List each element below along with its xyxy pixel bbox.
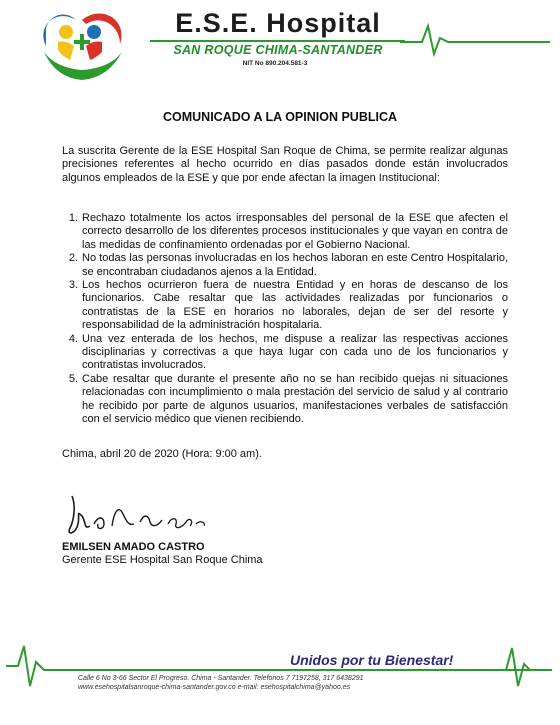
footer-slogan: Unidos por tu Bienestar! (290, 652, 454, 668)
list-item-number: 2. (68, 252, 78, 265)
hospital-subtitle: SAN ROQUE CHIMA-SANTANDER (173, 43, 383, 57)
signer-name: EMILSEN AMADO CASTRO (62, 541, 205, 553)
intro-paragraph: La suscrita Gerente de la ESE Hospital San Roque de Chima, se permite realizar algunas precisiones referentes al hecho ocurrido en días pasados donde están involucrados algunos empleados de la ESE y que por ende afectan la imagen Institucional: (62, 145, 508, 184)
date-line: Chima, abril 20 de 2020 (Hora: 9:00 am). (62, 448, 262, 460)
list-item-text: Rechazo totalmente los actos irresponsables del personal de la ESE que afecten el correcto desarrollo de los diferentes procesos institucionales y que vayan en contra de las medidas de confinamiento ordenadas por el Gobierno Nacional. (82, 212, 508, 251)
header-rule (150, 40, 405, 42)
list-item-text: Los hechos ocurrieron fuera de nuestra Entidad y en horas de descanso de los funcionarios. Cabe resaltar que las actividades realizadas por funcionarios o contratistas de la ESE en horarios no laborales, dejan de ser del resorte y responsabilidad de la administración hospitalaria. (82, 279, 508, 332)
heartbeat-line-icon (400, 18, 550, 58)
list-item-number: 4. (68, 332, 78, 345)
list-item-number: 5. (68, 372, 78, 385)
points-list (62, 212, 508, 427)
list-item-number: 3. (68, 279, 78, 292)
hospital-nit: NIT No 890.204.581-3 (242, 60, 308, 67)
hospital-logo-icon (36, 6, 128, 84)
signer-role: Gerente ESE Hospital San Roque Chima (62, 554, 263, 566)
list-item (62, 252, 508, 279)
heartbeat-footer-icon (0, 640, 560, 700)
list-item (62, 373, 508, 427)
list-item (62, 279, 508, 333)
list-item-text: Cabe resaltar que durante el presente año no se han recibido quejas ni situaciones relacionadas con incumplimiento o mala prestación del servicio de salud y al contrario he recibido por parte de algunos usuarios, manifestaciones verbales de satisfacción con el servicio médico que vienen recibiendo. (82, 372, 508, 426)
hospital-name: E.S.E. Hospital (175, 8, 381, 38)
document-title: COMUNICADO A LA OPINION PUBLICA (162, 110, 398, 124)
list-item-number: 1. (68, 212, 78, 224)
list-item-text: No todas las personas involucradas en los hechos laboran en este Centro Hospitalario, se encontraban ciudadanos ajenos a la Entidad. (82, 252, 508, 278)
letter-footer (0, 640, 560, 700)
signature-image (64, 486, 244, 542)
list-item (62, 333, 508, 373)
letterhead (0, 0, 560, 90)
footer-address: Calle 6 No 3-66 Sector El Progreso. Chima - Santander. Telefonos 7 7197258, 317 6438291 (78, 675, 364, 682)
footer-web-email: www.esehospitalsanroque-chima-santander.gov.co e-mail: esehospitalchima@yahoo.es (78, 684, 351, 691)
list-item (62, 212, 508, 252)
list-item-text: Una vez enterada de los hechos, me dispuse a realizar las respectivas acciones disciplinarias y correctivas a que haya lugar con cada uno de los funcionarios y contratistas involucrados. (82, 332, 508, 372)
